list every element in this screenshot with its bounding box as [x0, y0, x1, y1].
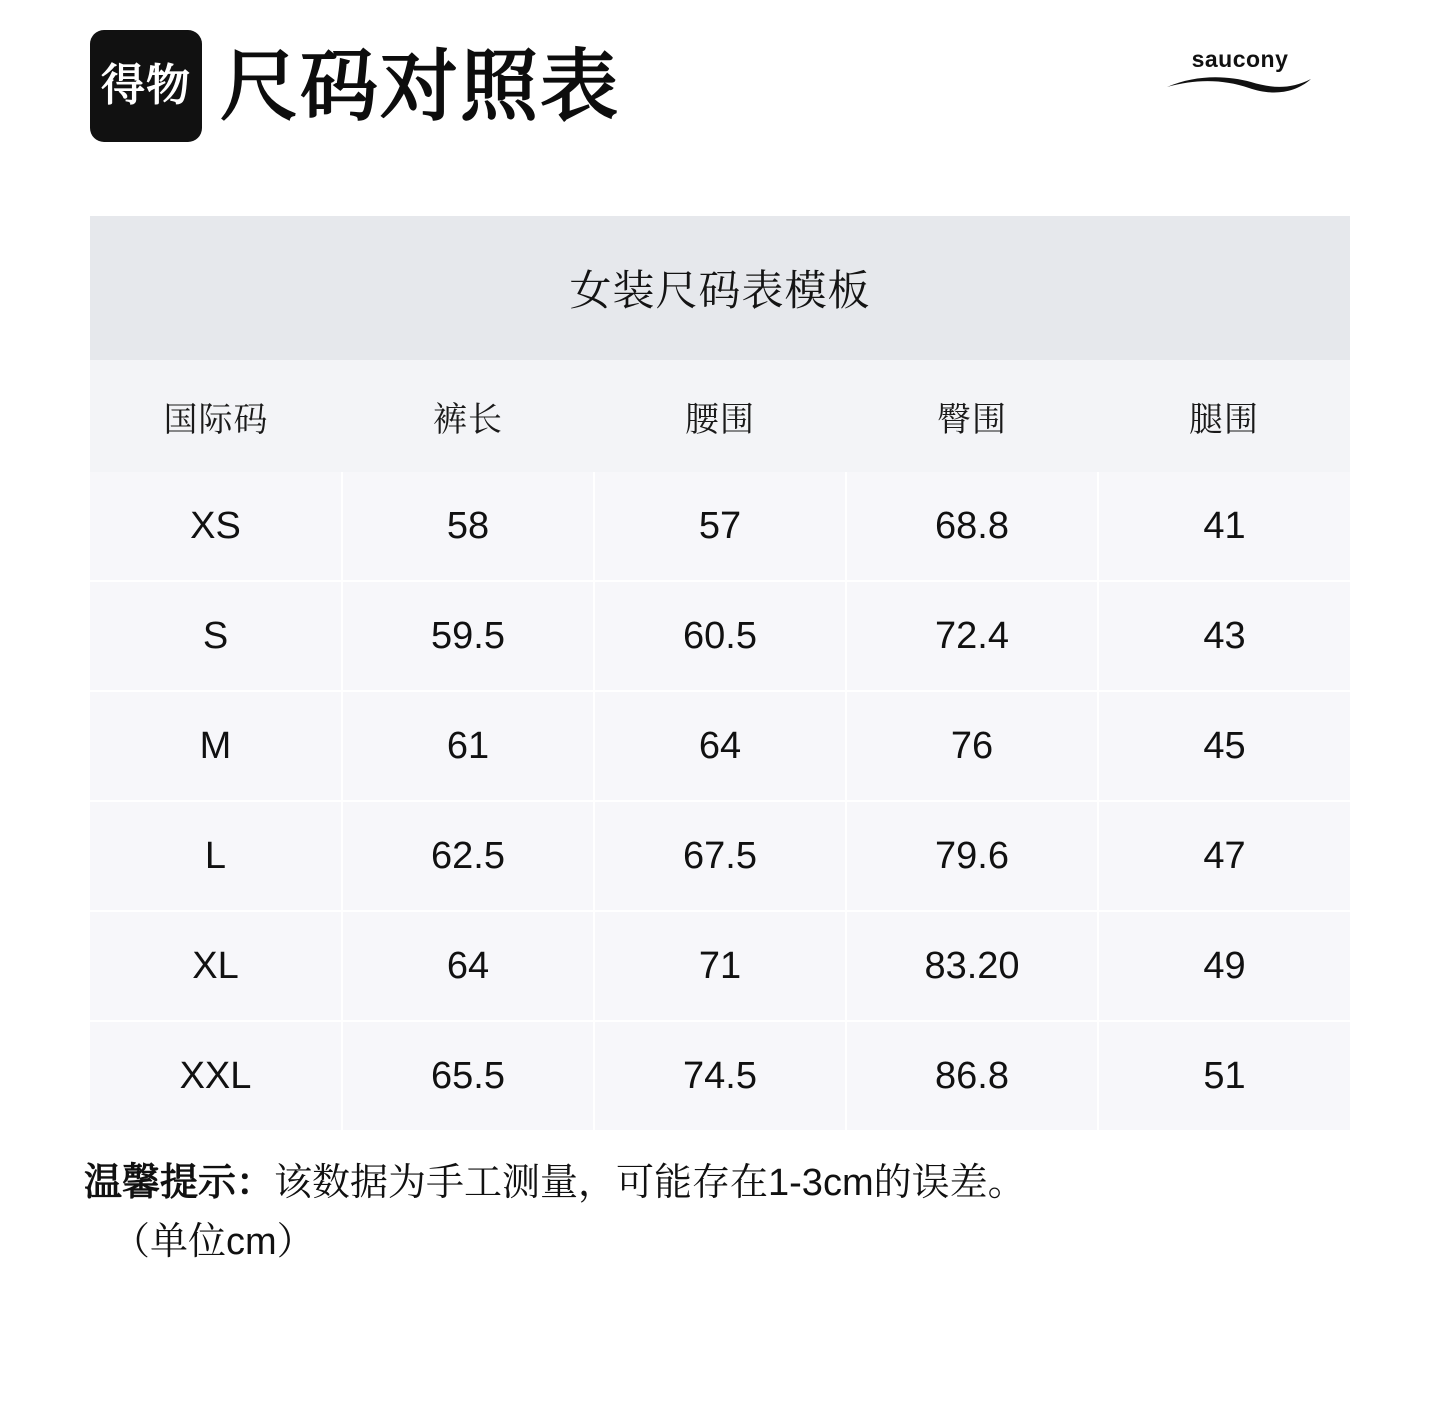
saucony-wordmark: saucony	[1191, 46, 1289, 72]
cell-pant-length: 58	[342, 472, 594, 581]
column-header-pant-length: 裤长	[342, 360, 594, 472]
note-block	[84, 1156, 1356, 1270]
page-title: 尺码对照表	[220, 42, 621, 130]
cell-hip: 72.4	[846, 581, 1098, 691]
cell-leg: 41	[1098, 472, 1350, 581]
table-caption: 女装尺码表模板	[90, 216, 1350, 360]
cell-waist: 71	[594, 911, 846, 1021]
cell-size: XXL	[90, 1021, 342, 1130]
cell-hip: 86.8	[846, 1021, 1098, 1130]
saucony-swoosh-icon	[1165, 73, 1315, 95]
cell-waist: 60.5	[594, 581, 846, 691]
table-row	[90, 581, 1350, 691]
cell-leg: 49	[1098, 911, 1350, 1021]
cell-leg: 43	[1098, 581, 1350, 691]
page-header	[0, 0, 1440, 200]
cell-size: XL	[90, 911, 342, 1021]
table-row	[90, 691, 1350, 801]
table-caption-row	[90, 216, 1350, 360]
table-row	[90, 472, 1350, 581]
cell-hip: 79.6	[846, 801, 1098, 911]
cell-pant-length: 65.5	[342, 1021, 594, 1130]
cell-pant-length: 62.5	[342, 801, 594, 911]
cell-size: XS	[90, 472, 342, 581]
saucony-brand-logo	[1160, 48, 1320, 95]
note-text: 该数据为手工测量，可能存在1-3cm的误差。	[274, 1162, 1026, 1204]
cell-size: L	[90, 801, 342, 911]
cell-pant-length: 61	[342, 691, 594, 801]
table-row	[90, 911, 1350, 1021]
size-chart-table	[90, 216, 1350, 1130]
brand-block	[90, 30, 620, 142]
cell-leg: 45	[1098, 691, 1350, 801]
table-header-row	[90, 360, 1350, 472]
table-row	[90, 1021, 1350, 1130]
cell-waist: 57	[594, 472, 846, 581]
note-unit: （单位cm）	[112, 1221, 315, 1264]
dewu-logo-text: 得物	[101, 60, 191, 111]
cell-hip: 83.20	[846, 911, 1098, 1021]
cell-waist: 64	[594, 691, 846, 801]
cell-leg: 51	[1098, 1021, 1350, 1130]
table-row	[90, 801, 1350, 911]
size-chart-container	[90, 216, 1350, 1130]
column-header-waist: 腰围	[594, 360, 846, 472]
column-header-leg: 腿围	[1098, 360, 1350, 472]
dewu-logo-icon	[90, 30, 202, 142]
cell-hip: 68.8	[846, 472, 1098, 581]
cell-waist: 74.5	[594, 1021, 846, 1130]
cell-leg: 47	[1098, 801, 1350, 911]
cell-pant-length: 64	[342, 911, 594, 1021]
cell-waist: 67.5	[594, 801, 846, 911]
cell-size: S	[90, 581, 342, 691]
column-header-hip: 臀围	[846, 360, 1098, 472]
cell-hip: 76	[846, 691, 1098, 801]
column-header-size: 国际码	[90, 360, 342, 472]
cell-pant-length: 59.5	[342, 581, 594, 691]
cell-size: M	[90, 691, 342, 801]
note-label: 温馨提示：	[84, 1162, 275, 1204]
